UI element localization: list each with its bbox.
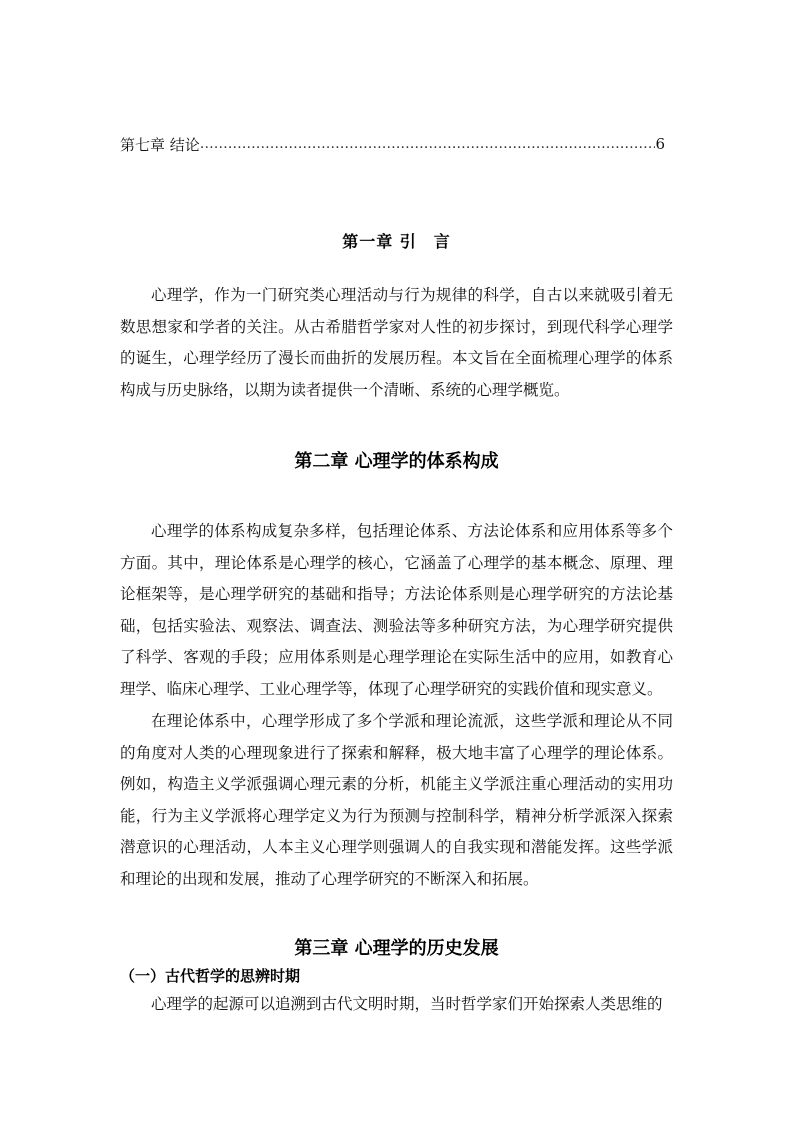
chapter-1-title: 第一章 引 言 bbox=[342, 232, 451, 251]
toc-entry-title: 第七章 结论 bbox=[120, 135, 200, 154]
toc-leader-dots bbox=[200, 132, 656, 156]
chapter-1-paragraph: 心理学，作为一门研究类心理活动与行为规律的科学，自古以来就吸引着无数思想家和学者的关注。从古希腊哲学家对人性的初步探讨，到现代科学心理学的诞生，心理学经历了漫长而曲折的发展历程。本文旨在全面梳理心理学的体系构成与历史脉络，以期为读者提供一个清晰、系统的心理学概览。 bbox=[120, 286, 673, 399]
chapter-3-title: 第三章 心理学的历史发展 bbox=[294, 938, 499, 959]
chapter-2-paragraph-2: 在理论体系中，心理学形成了多个学派和理论流派，这些学派和理论从不同的角度对人类的心理现象进行了探索和解释，极大地丰富了心理学的理论体系。例如，构造主义学派强调心理元素的分析，机能主义学派注重心理活动的实用功能，行为主义学派将心理学定义为行为预测与控制科学，精神分析学派深入探索潜意识的心理活动，人本主义心理学则强调人的自我实现和潜能发挥。这些学派和理论的出现和发展，推动了心理学研究的不断深入和拓展。 bbox=[120, 712, 673, 888]
chapter-2-paragraph-1: 心理学的体系构成复杂多样，包括理论体系、方法论体系和应用体系等多个方面。其中，理论体系是心理学的核心，它涵盖了心理学的基本概念、原理、理论框架等，是心理学研究的基础和指导；方法论体系则是心理学研究的方法论基础，包括实验法、观察法、调查法、测验法等多种研究方法，为心理学研究提供了科学、客观的手段；应用体系则是心理学理论在实际生活中的应用，如教育心理学、临床心理学、工业心理学等，体现了心理学研究的实践价值和现实意义。 bbox=[120, 522, 673, 698]
chapter-3-section-1-title: （一）古代哲学的思辨时期 bbox=[120, 967, 301, 985]
chapter-2-title: 第二章 心理学的体系构成 bbox=[294, 451, 499, 472]
toc-entry[interactable] bbox=[120, 132, 665, 156]
toc-entry-page-number: 6 bbox=[655, 135, 665, 153]
chapter-3-section-1-paragraph: 心理学的起源可以追溯到古代文明时期，当时哲学家们开始探索人类思维的 bbox=[151, 995, 663, 1013]
